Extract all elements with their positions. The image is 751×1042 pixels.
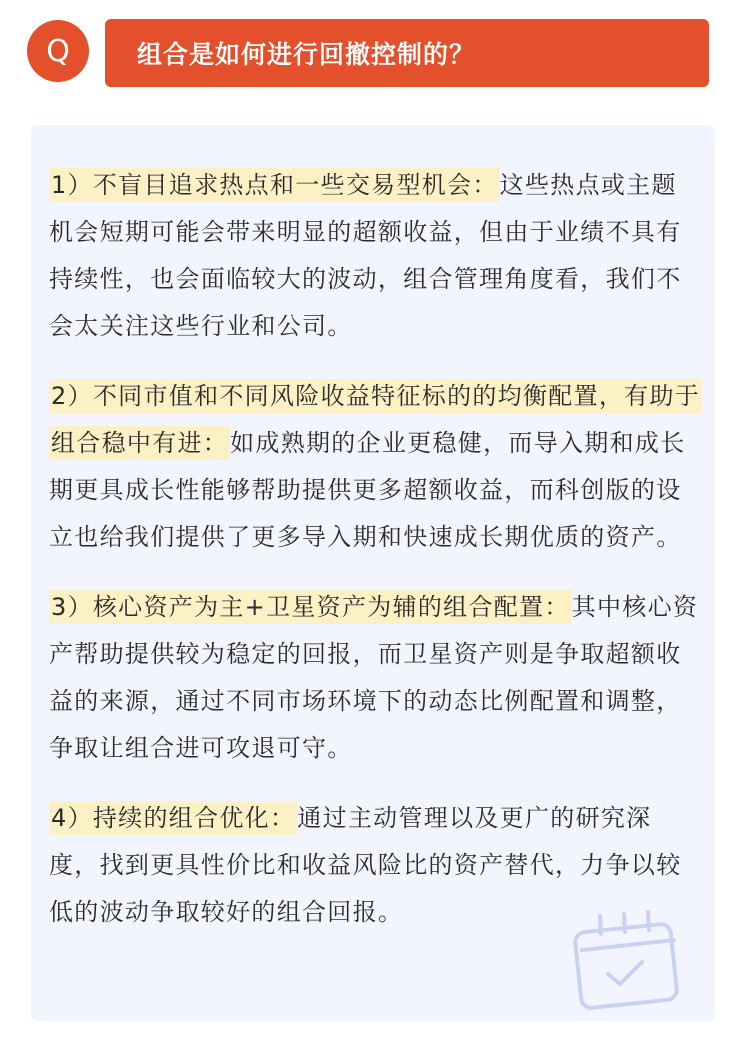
calendar-check-icon [570,910,682,1010]
point-3 [49,584,701,772]
point-2 [49,373,701,561]
point-2-heading: 2）不同市值和不同风险收益特征标的的均衡配置，有助于组合稳中有进： [49,379,702,460]
point-3-text: 其中核心资产帮助提供较为稳定的回报，而卫星资产则是争取超额收益的来源，通过不同市场环境下的动态比例配置和调整，争取让组合进可攻退可守。 [49,593,699,762]
point-1-heading: 1）不盲目追求热点和一些交易型机会： [49,168,500,202]
answer-content [49,162,701,959]
point-1 [49,162,701,350]
question-title: 组合是如何进行回撤控制的？ [137,40,476,69]
question-badge-label: Q [46,33,70,69]
point-1-text: 这些热点或主题机会短期可能会带来明显的超额收益，但由于业绩不具有持续性，也会面临较大的波动，组合管理角度看，我们不会太关注这些行业和公司。 [49,171,682,340]
point-4-text: 通过主动管理以及更广的研究深度，找到更具性价比和收益风险比的资产替代，力争以较低的波动争取较好的组合回报。 [49,804,682,926]
point-2-text: 如成熟期的企业更稳健，而导入期和成长期更具成长性能够帮助提供更多超额收益，而科创版的设立也给我们提供了更多导入期和快速成长期优质的资产。 [49,429,686,551]
point-3-heading: 3）核心资产为主+卫星资产为辅的组合配置： [49,590,572,624]
point-4-heading: 4）持续的组合优化： [49,801,297,835]
question-title-bar [105,19,709,87]
question-badge [27,20,89,82]
